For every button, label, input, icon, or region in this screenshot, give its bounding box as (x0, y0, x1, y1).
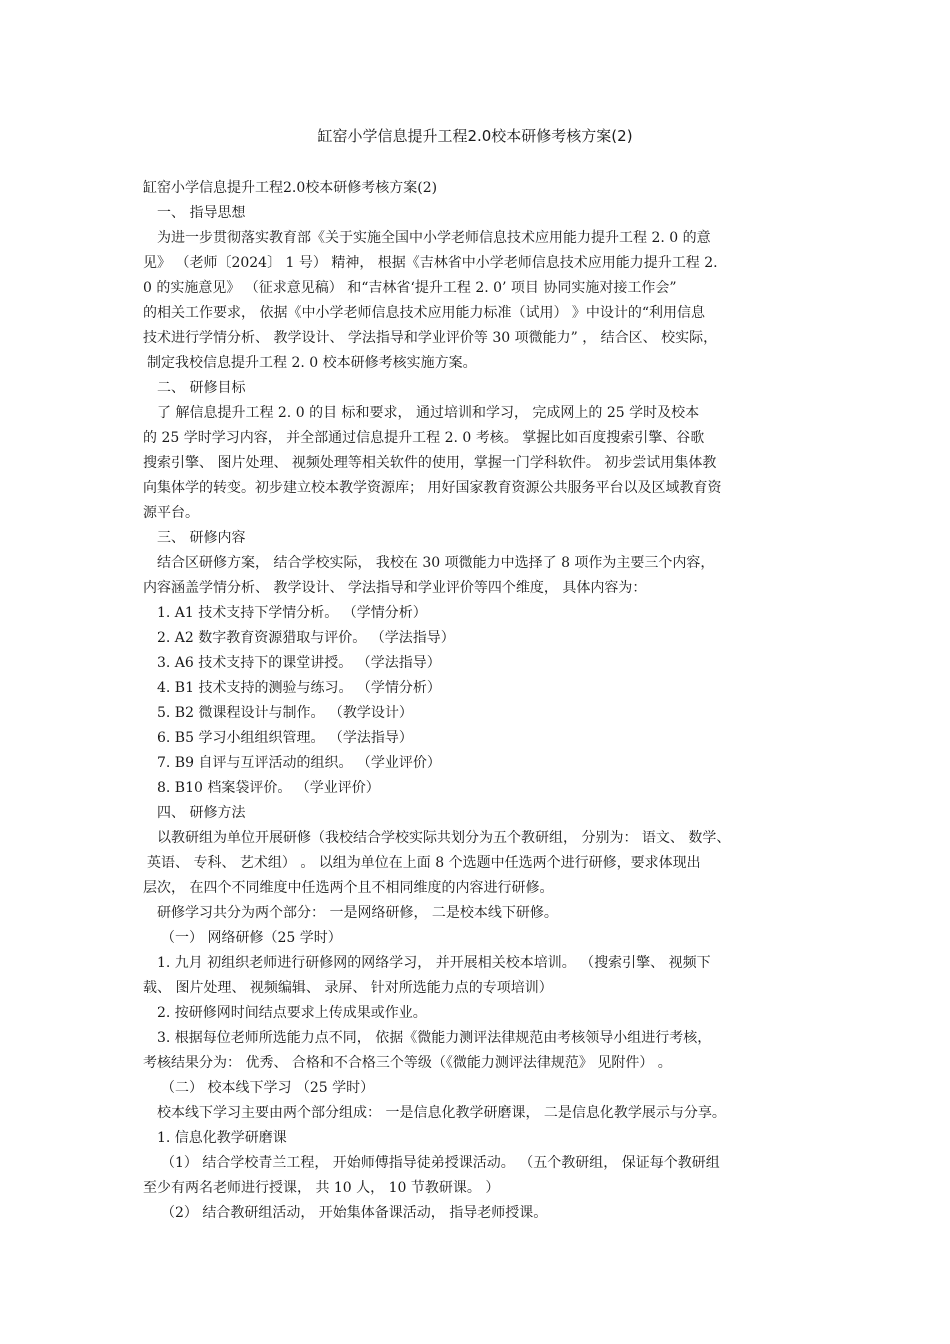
text-line: （2） 结合教研组活动， 开始集体备课活动， 指导老师授课。 (161, 1205, 548, 1221)
text-line: 向集体学的转变。初步建立校本教学资源库； 用好国家教育资源公共服务平台以及区域教育资 (143, 480, 722, 496)
text-line: 8. B10 档案袋评价。 （学业评价） (157, 780, 380, 796)
text-line: 的相关工作要求， 依据《中小学老师信息技术应用能力标准（试用） 》中设计的“利用信息 (143, 305, 706, 321)
text-line: （一） 网络研修（25 学时） (161, 930, 342, 946)
text-line: 0 的实施意见》 （征求意见稿） 和“吉林省‘提升工程 2. 0’ 项目 协同实施对接工作会” (143, 280, 677, 296)
text-line: 了 解信息提升工程 2. 0 的目 标和要求， 通过培训和学习， 完成网上的 25 学时及校本 (157, 405, 700, 421)
text-line: 制定我校信息提升工程 2. 0 校本研修考核实施方案。 (147, 355, 477, 371)
text-line: 三、 研修内容 (157, 530, 246, 546)
text-line: （1） 结合学校青兰工程， 开始师傅指导徒弟授课活动。 （五个教研组， 保证每个教研组 (161, 1155, 720, 1171)
text-line: 内容涵盖学情分析、 教学设计、 学法指导和学业评价等四个维度， 具体内容为： (143, 580, 647, 596)
text-line: 载、 图片处理、 视频编辑、 录屏、 针对所选能力点的专项培训） (143, 980, 553, 996)
text-line: 源平台。 (143, 505, 199, 521)
text-line: 3. A6 技术支持下的课堂讲授。 （学法指导） (157, 655, 441, 671)
text-line: 2. A2 数字教育资源猎取与评价。 （学法指导） (157, 630, 455, 646)
text-line: 为进一步贯彻落实教育部《关于实施全国中小学老师信息技术应用能力提升工程 2. 0 的意 (157, 230, 711, 246)
text-line: 英语、 专科、 艺术组） 。 以组为单位在上面 8 个选题中任选两个进行研修，要求体现出 (147, 855, 701, 871)
text-line: 结合区研修方案， 结合学校实际， 我校在 30 项微能力中选择了 8 项作为主要三个内容， (157, 555, 715, 571)
text-line: 6. B5 学习小组组织管理。 （学法指导） (157, 730, 413, 746)
text-line: 缸窑小学信息提升工程2.0校本研修考核方案(2) (143, 180, 438, 196)
document-title: 缸窑小学信息提升工程2.0校本研修考核方案(2) (317, 127, 633, 145)
text-line: 技术进行学情分析、 教学设计、 学法指导和学业评价等 30 项微能力” ， 结合区、 校实际， (143, 330, 718, 346)
text-line: （二） 校本线下学习 （25 学时） (161, 1080, 375, 1096)
text-line: 研修学习共分为两个部分： 一是网络研修， 二是校本线下研修。 (157, 905, 558, 921)
text-line: 5. B2 微课程设计与制作。 （教学设计） (157, 705, 413, 721)
text-line: 四、 研修方法 (157, 805, 246, 821)
text-line: 见》 （老师〔2024〕 1 号） 精神， 根据《吉林省中小学老师信息技术应用能力提升工程 2. (143, 255, 718, 271)
text-line: 2. 按研修网时间结点要求上传成果或作业。 (157, 1005, 427, 1021)
text-line: 搜索引擎、 图片处理、 视频处理等相关软件的使用，掌握一门学科软件。 初步尝试用集体教 (143, 455, 717, 471)
text-line: 考核结果分为： 优秀、 合格和不合格三个等级（《微能力测评法律规范》 见附件） 。 (143, 1055, 672, 1071)
text-line: 1. 九月 初组织老师进行研修网的网络学习， 并开展相关校本培训。 （搜索引擎、 视频下 (157, 955, 711, 971)
text-line: 1. 信息化教学研磨课 (157, 1130, 287, 1146)
text-line: 的 25 学时学习内容， 并全部通过信息提升工程 2. 0 考核。 掌握比如百度搜索引擎、谷歌 (143, 430, 705, 446)
text-line: 4. B1 技术支持的测验与练习。 （学情分析） (157, 680, 441, 696)
text-line: 7. B9 自评与互评活动的组织。 （学业评价） (157, 755, 441, 771)
text-line: 二、 研修目标 (157, 380, 246, 396)
text-line: 校本线下学习主要由两个部分组成： 一是信息化教学研磨课， 二是信息化教学展示与分享。 (157, 1105, 726, 1121)
document-body (143, 176, 823, 1226)
text-line: 3. 根据每位老师所选能力点不同， 依据《微能力测评法律规范由考核领导小组进行考核， (157, 1030, 712, 1046)
text-line: 1. A1 技术支持下学情分析。 （学情分析） (157, 605, 427, 621)
text-line: 至少有两名老师进行授课， 共 10 人， 10 节教研课。 ） (143, 1180, 500, 1196)
text-line: 层次， 在四个不同维度中任选两个且不相同维度的内容进行研修。 (143, 880, 554, 896)
text-line: 一、 指导思想 (157, 205, 246, 221)
text-line: 以教研组为单位开展研修（我校结合学校实际共划分为五个教研组， 分别为： 语文、 数学、 (157, 830, 731, 846)
